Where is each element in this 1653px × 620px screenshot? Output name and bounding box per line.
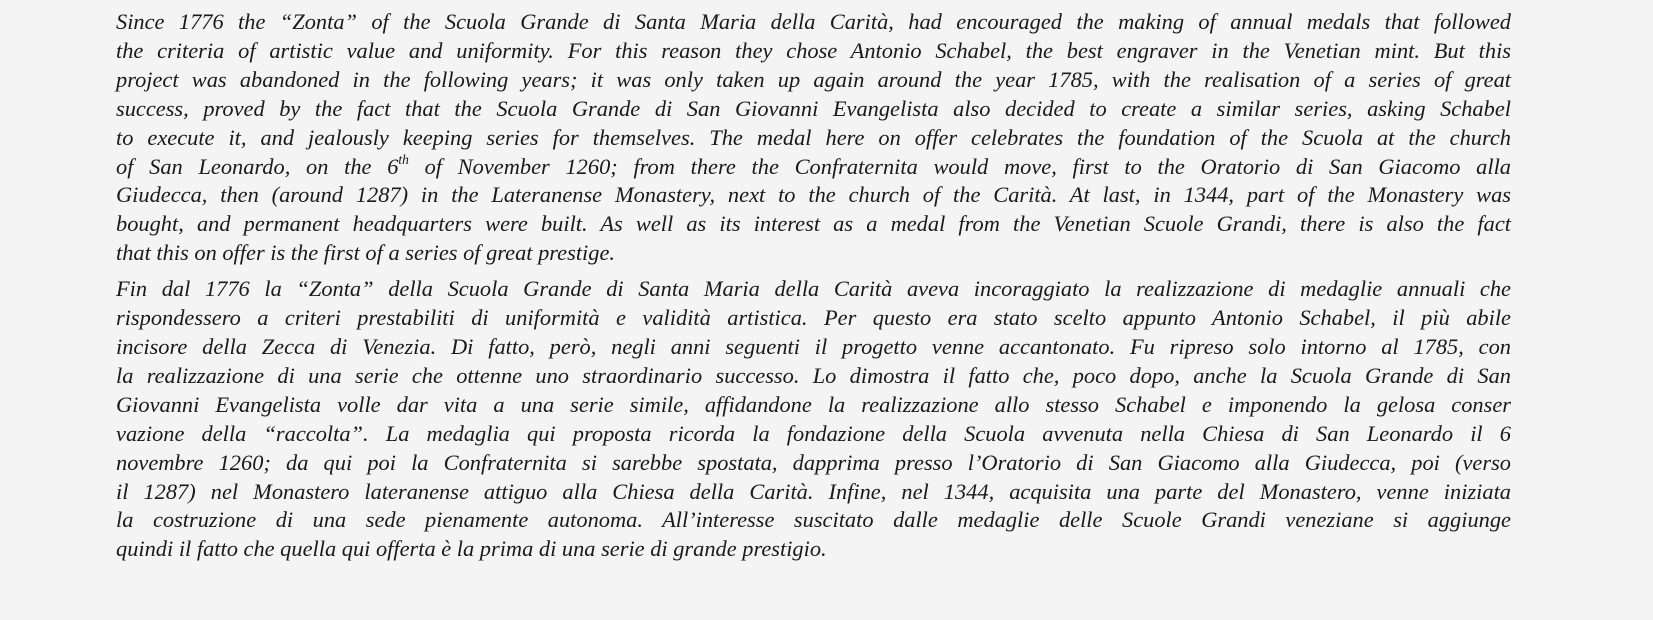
italian-line-3: incisore della Zecca di Venezia. Di fatto, però, negli anni seguenti il progetto venne accantonato. Fu ripreso solo intorno al 1785, con — [116, 333, 1511, 359]
italian-line-9: la costruzione di una sede pienamente autonoma. All’interesse suscitato dalle medaglie delle Scuole Grandi veneziane si aggiunge — [116, 507, 1511, 533]
english-line-1: Since 1776 the “Zonta” of the Scuola Grande di Santa Maria della Carità, had encouraged the making of annual medals that followed — [116, 9, 1511, 34]
english-line-7: Giudecca, then (around 1287) in the Lateranense Monastery, next to the church of the Carità. At last, in 1344, part of the Monastery was — [116, 182, 1511, 208]
italian-line-4: la realizzazione di una serie che ottenne uno straordinario successo. Lo dimostra il fatto che, poco dopo, anche la Scuola Grande di San — [116, 362, 1511, 388]
italian-line-7: novembre 1260; da qui poi la Confraternita si sarebbe spostata, dapprima presso l’Oratorio di San Giacomo alla Giudecca, poi (verso — [116, 449, 1511, 475]
italian-line-10: quindi il fatto che quella qui offerta è la prima di una serie di grande prestigio. — [116, 536, 827, 562]
english-line-6 — [116, 153, 1511, 182]
english-line-5: to execute it, and jealously keeping series for themselves. The medal here on offer celebrates the foundation of the Scuola at the church — [116, 124, 1511, 150]
english-line-2: the criteria of artistic value and uniformity. For this reason they chose Antonio Schabel, the best engraver in the Venetian mint. But this — [116, 37, 1511, 63]
english-line-4: success, proved by the fact that the Scuola Grande di San Giovanni Evangelista also decided to create a similar series, asking Schabel — [116, 95, 1511, 121]
english-line-9: that this on offer is the first of a series of great prestige. — [116, 240, 616, 266]
document-page — [116, 8, 1511, 571]
english-line-8: bought, and permanent headquarters were built. As well as its interest as a medal from the Venetian Scuole Grandi, there is also the fact — [116, 211, 1511, 237]
italian-paragraph — [116, 275, 1511, 564]
italian-line-8: il 1287) nel Monastero lateranense attiguo alla Chiesa della Carità. Infine, nel 1344, acquisita una parte del Monastero, venne iniziata — [116, 478, 1511, 504]
italian-line-5: Giovanni Evangelista volle dar vita a una serie simile, affidandone la realizzazione allo stesso Schabel e imponendo la gelosa conser — [116, 391, 1511, 417]
italian-line-6: vazione della “raccolta”. La medaglia qui proposta ricorda la fondazione della Scuola avvenuta nella Chiesa di San Leonardo il 6 — [116, 420, 1511, 446]
english-paragraph — [116, 8, 1511, 268]
italian-line-2: rispondessero a criteri prestabiliti di uniformità e validità artistica. Per questo era stato scelto appunto Antonio Schabel, il più abile — [116, 305, 1511, 331]
italian-line-1: Fin dal 1776 la “Zonta” della Scuola Grande di Santa Maria della Carità aveva incoraggiato la realizzazione di medaglie annuali che — [116, 276, 1511, 302]
english-line-6-end: of November 1260; from there the Confraternita would move, first to the Oratorio di San Giacomo alla — [408, 153, 1511, 179]
english-line-6-start: of San Leonardo, on the 6 — [116, 153, 399, 179]
ordinal-superscript: th — [398, 151, 409, 167]
english-line-3: project was abandoned in the following years; it was only taken up again around the year 1785, with the realisation of a series of great — [116, 66, 1511, 92]
